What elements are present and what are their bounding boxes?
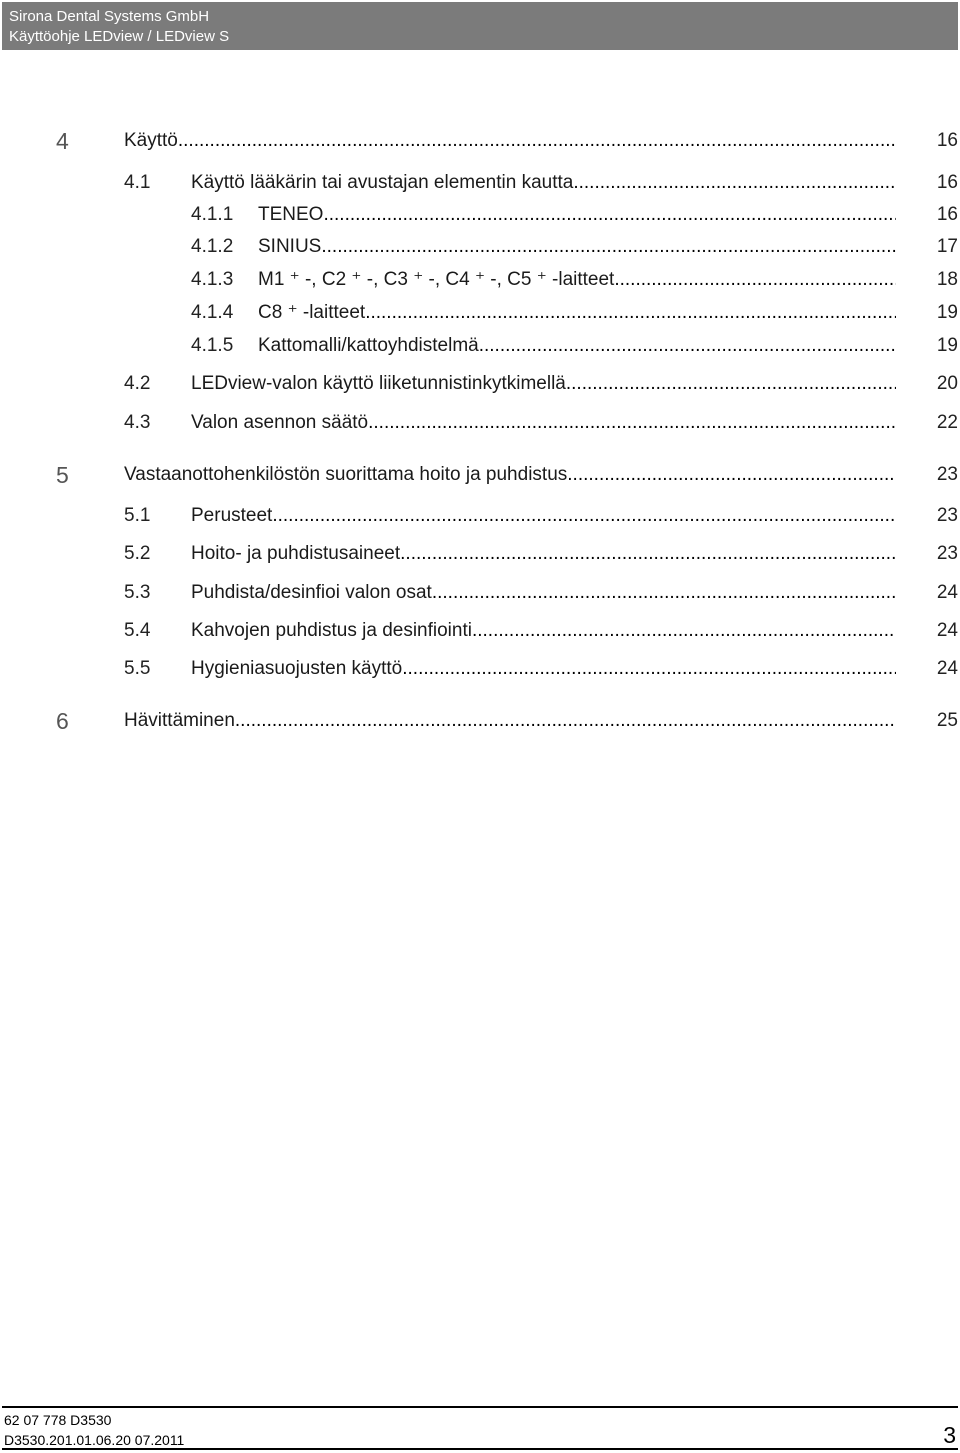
toc-entry-number: 4 <box>56 128 69 154</box>
toc-entry-title: Hygieniasuojusten käyttö <box>191 658 403 679</box>
toc-entry-number: 4.1.1 <box>191 204 234 225</box>
dot-leader <box>178 128 896 154</box>
toc-entry-title-with-leader <box>191 503 896 529</box>
toc-entry-title: Puhdista/desinfioi valon osat <box>191 582 432 603</box>
toc-entry[interactable] <box>0 300 960 326</box>
toc-entry[interactable] <box>0 462 960 488</box>
footer-doc-code-date: D3530.201.01.06.20 07.2011 <box>4 1432 185 1448</box>
toc-entry-title-with-leader <box>258 234 896 260</box>
toc-entry-title: Käyttö <box>124 130 178 151</box>
toc-entry[interactable] <box>0 202 960 228</box>
dot-leader <box>566 371 896 397</box>
toc-entry-page: 17 <box>936 236 958 257</box>
footer-page-number: 3 <box>943 1422 956 1448</box>
toc-entry-page: 18 <box>936 269 958 290</box>
toc-entry[interactable] <box>0 170 960 196</box>
document-header <box>2 2 958 50</box>
toc-entry-page: 16 <box>936 172 958 193</box>
dot-leader <box>321 234 896 260</box>
dot-leader <box>365 300 896 326</box>
toc-entry-title: Vastaanottohenkilöstön suorittama hoito ja puhdistus <box>124 464 568 485</box>
toc-entry-number: 5.1 <box>124 505 151 526</box>
dot-leader <box>400 541 896 567</box>
company-name: Sirona Dental Systems GmbH <box>9 8 210 25</box>
toc-entry[interactable] <box>0 267 960 293</box>
toc-entry[interactable] <box>0 580 960 606</box>
toc-entry[interactable] <box>0 656 960 682</box>
toc-entry[interactable] <box>0 371 960 397</box>
toc-entry-title-with-leader <box>191 410 896 436</box>
dot-leader <box>479 333 896 359</box>
toc-entry-number: 4.1.2 <box>191 236 234 257</box>
toc-entry-title-with-leader <box>258 202 896 228</box>
toc-entry[interactable] <box>0 541 960 567</box>
dot-leader <box>235 708 896 734</box>
dot-leader <box>402 656 896 682</box>
toc-entry-title-with-leader <box>191 170 896 196</box>
toc-entry-title-with-leader <box>191 656 896 682</box>
toc-entry[interactable] <box>0 234 960 260</box>
toc-entry-number: 4.1.3 <box>191 269 234 290</box>
toc-entry-title-with-leader <box>258 267 896 293</box>
toc-entry-page: 20 <box>936 373 958 394</box>
toc-entry-page: 19 <box>936 302 958 323</box>
toc-entry-title: Valon asennon säätö <box>191 412 369 433</box>
toc-entry-page: 16 <box>936 204 958 225</box>
toc-entry-title-with-leader <box>191 618 896 644</box>
dot-leader <box>432 580 896 606</box>
toc-entry-page: 25 <box>936 710 958 731</box>
footer-doc-number: 62 07 778 D3530 <box>4 1412 112 1428</box>
toc-entry-title: Perusteet <box>191 505 273 526</box>
toc-entry-title-with-leader <box>191 541 896 567</box>
toc-entry-title: Kahvojen puhdistus ja desinfiointi <box>191 620 472 641</box>
toc-entry-title-with-leader <box>124 462 896 488</box>
toc-entry-title-with-leader <box>124 708 896 734</box>
document-title: Käyttöohje LEDview / LEDview S <box>9 28 230 45</box>
toc-entry-title: Hoito- ja puhdistusaineet <box>191 543 401 564</box>
toc-entry-title: TENEO <box>258 204 324 225</box>
toc-entry-number: 5.3 <box>124 582 151 603</box>
toc-entry-page: 24 <box>936 582 958 603</box>
dot-leader <box>323 202 896 228</box>
document-footer <box>2 1406 958 1450</box>
toc-entry-page: 24 <box>936 658 958 679</box>
toc-entry-title-with-leader <box>191 580 896 606</box>
toc-entry-title: SINIUS <box>258 236 322 257</box>
toc-entry-title-with-leader <box>191 371 896 397</box>
toc-entry-number: 5 <box>56 462 69 488</box>
toc-entry-title: Hävittäminen <box>124 710 235 731</box>
toc-entry[interactable] <box>0 708 960 734</box>
toc-entry-number: 4.3 <box>124 412 151 433</box>
dot-leader <box>567 462 896 488</box>
toc-entry[interactable] <box>0 333 960 359</box>
toc-entry-number: 5.4 <box>124 620 151 641</box>
toc-entry-number: 4.2 <box>124 373 151 394</box>
dot-leader <box>573 170 896 196</box>
toc-entry-title: M1 ⁺ -, C2 ⁺ -, C3 ⁺ -, C4 ⁺ -, C5 ⁺ -laitteet <box>258 269 615 290</box>
toc-entry-page: 19 <box>936 335 958 356</box>
toc-entry-page: 23 <box>936 543 958 564</box>
toc-entry[interactable] <box>0 128 960 154</box>
dot-leader <box>472 618 896 644</box>
toc-entry-page: 22 <box>936 412 958 433</box>
toc-entry-number: 4.1.5 <box>191 335 234 356</box>
dot-leader <box>368 410 896 436</box>
toc-entry-title: Kattomalli/kattoyhdistelmä <box>258 335 479 356</box>
toc-entry-number: 6 <box>56 708 69 734</box>
toc-entry-page: 23 <box>936 464 958 485</box>
toc-entry-title-with-leader <box>258 300 896 326</box>
toc-entry-title: LEDview-valon käyttö liiketunnistinkytkimellä <box>191 373 566 394</box>
toc-entry-number: 4.1.4 <box>191 302 234 323</box>
toc-entry-title-with-leader <box>258 333 896 359</box>
toc-entry-number: 5.2 <box>124 543 151 564</box>
toc-entry-page: 24 <box>936 620 958 641</box>
toc-entry-number: 5.5 <box>124 658 151 679</box>
toc-entry[interactable] <box>0 503 960 529</box>
toc-entry-page: 16 <box>936 130 958 151</box>
toc-entry-page: 23 <box>936 505 958 526</box>
toc-entry[interactable] <box>0 410 960 436</box>
toc-entry-title-with-leader <box>124 128 896 154</box>
toc-entry-number: 4.1 <box>124 172 151 193</box>
toc-entry-title: Käyttö lääkärin tai avustajan elementin kautta <box>191 172 574 193</box>
dot-leader <box>272 503 896 529</box>
dot-leader <box>614 267 896 293</box>
toc-entry[interactable] <box>0 618 960 644</box>
toc-entry-title: C8 ⁺ -laitteet <box>258 302 366 323</box>
